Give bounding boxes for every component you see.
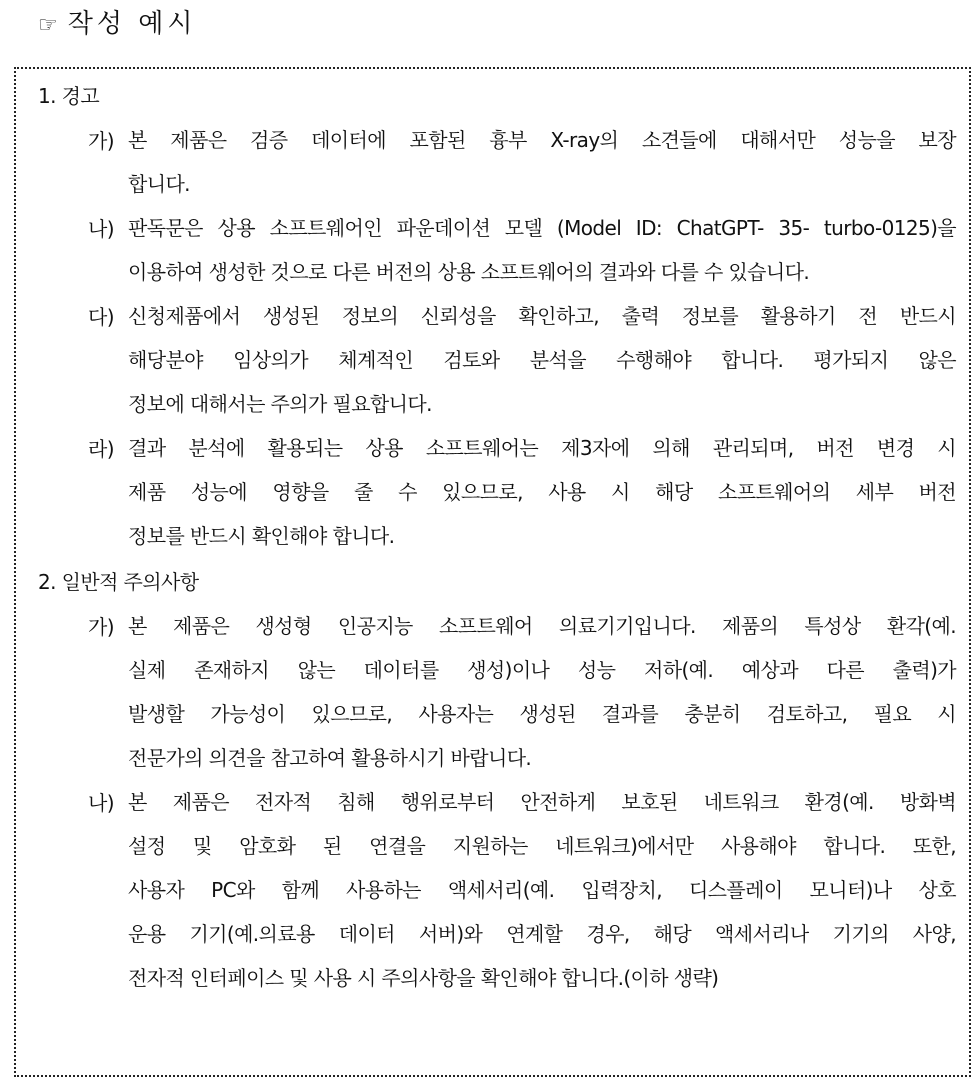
item-marker: 가) bbox=[88, 129, 114, 153]
item-marker: 라) bbox=[88, 437, 114, 461]
item-line: 정보에 대해서는 주의가 필요합니다. bbox=[128, 392, 432, 416]
item-line: 본 제품은 검증 데이터에 포함된 흉부 X-ray의 소견들에 대해서만 성능을 보장 bbox=[128, 128, 956, 152]
list-item bbox=[88, 301, 956, 433]
item-line: 설정 및 암호화 된 연결을 지원하는 네트워크)에서만 사용해야 합니다. 또한, bbox=[128, 834, 956, 858]
item-line: 결과 분석에 활용되는 상용 소프트웨어는 제3자에 의해 관리되며, 버전 변경 시 bbox=[128, 436, 956, 460]
item-line: 제품 성능에 영향을 줄 수 있으므로, 사용 시 해당 소프트웨어의 세부 버전 bbox=[128, 480, 956, 504]
item-line: 사용자 PC와 함께 사용하는 액세서리(예. 입력장치, 디스플레이 모니터)나 상호 bbox=[128, 878, 956, 902]
list-item bbox=[88, 787, 956, 1007]
item-line: 본 제품은 전자적 침해 행위로부터 안전하게 보호된 네트워크 환경(예. 방화벽 bbox=[128, 790, 956, 814]
item-line: 운용 기기(예.의료용 데이터 서버)와 연계할 경우, 해당 액세서리나 기기의 사양, bbox=[128, 922, 956, 946]
section-heading-general-precautions: 2. 일반적 주의사항 bbox=[38, 570, 199, 594]
page-title bbox=[38, 4, 196, 46]
list-item bbox=[88, 433, 956, 565]
item-line: 신청제품에서 생성된 정보의 신뢰성을 확인하고, 출력 정보를 활용하기 전 반드시 bbox=[128, 304, 956, 328]
item-line: 합니다. bbox=[128, 172, 190, 196]
list-item bbox=[88, 611, 956, 787]
item-line: 정보를 반드시 확인해야 합니다. bbox=[128, 524, 395, 548]
pointing-hand-icon: ☞ bbox=[38, 13, 58, 38]
item-line: 전자적 인터페이스 및 사용 시 주의사항을 확인해야 합니다.(이하 생략) bbox=[128, 966, 719, 990]
list-item bbox=[88, 125, 956, 213]
item-line: 전문가의 의견을 참고하여 활용하시기 바랍니다. bbox=[128, 746, 532, 770]
example-box bbox=[14, 67, 971, 1077]
item-line: 발생할 가능성이 있으므로, 사용자는 생성된 결과를 충분히 검토하고, 필요 시 bbox=[128, 702, 956, 726]
item-line: 본 제품은 생성형 인공지능 소프트웨어 의료기기입니다. 제품의 특성상 환각(예. bbox=[128, 614, 956, 638]
section-heading-warning: 1. 경고 bbox=[38, 84, 100, 108]
item-marker: 나) bbox=[88, 791, 114, 815]
item-line: 해당분야 임상의가 체계적인 검토와 분석을 수행해야 합니다. 평가되지 않은 bbox=[128, 348, 956, 372]
page-title-text: 작성 예시 bbox=[67, 9, 197, 39]
item-marker: 다) bbox=[88, 305, 114, 329]
item-line: 실제 존재하지 않는 데이터를 생성)이나 성능 저하(예. 예상과 다른 출력)가 bbox=[128, 658, 956, 682]
item-marker: 나) bbox=[88, 217, 114, 241]
item-marker: 가) bbox=[88, 615, 114, 639]
item-line: 판독문은 상용 소프트웨어인 파운데이션 모델 (Model ID: ChatGPT- 35- turbo-0125)을 bbox=[128, 216, 956, 240]
item-line: 이용하여 생성한 것으로 다른 버전의 상용 소프트웨어의 결과와 다를 수 있습니다. bbox=[128, 260, 810, 284]
list-item bbox=[88, 213, 956, 301]
